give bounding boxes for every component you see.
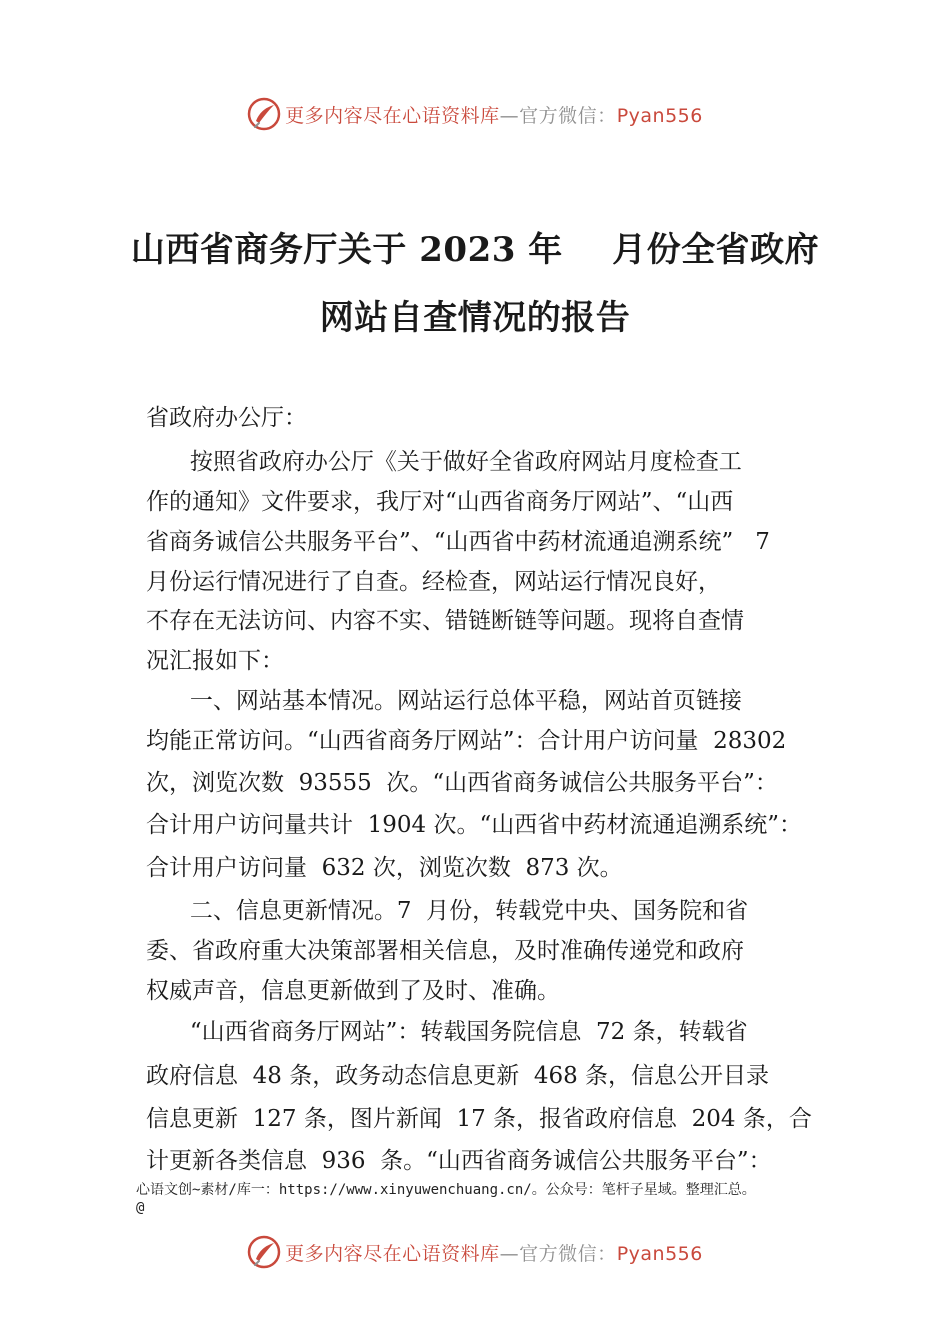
body-line: 不存在无法访问、内容不实、错链断链等问题。现将自查情 <box>146 608 744 634</box>
footer-at-mark: @ <box>136 1200 145 1216</box>
body-line: 委、省政府重大决策部署相关信息，及时准确传递党和政府 <box>146 938 744 964</box>
brush-logo-icon <box>247 97 281 131</box>
banner-text: 更多内容尽在心语资料库—官方微信：Pyan556 <box>285 104 703 127</box>
body-line: 次，浏览次数 93555 次。“山西省商务诚信公共服务平台”： <box>146 770 778 796</box>
salutation: 省政府办公厅： <box>146 405 307 431</box>
body-line: 省商务诚信公共服务平台”、“山西省中药材流通追溯系统” 7 <box>146 529 770 555</box>
body-line: 作的通知》文件要求，我厅对“山西省商务厅网站”、“山西 <box>146 489 734 515</box>
body-line: 权威声音，信息更新做到了及时、准确。 <box>146 978 560 1004</box>
body-line: 计更新各类信息 936 条。“山西省商务诚信公共服务平台”： <box>146 1148 772 1174</box>
body-line: 月份运行情况进行了自查。经检查，网站运行情况良好， <box>146 569 721 595</box>
document-title-line-2: 网站自查情况的报告 <box>319 298 631 338</box>
document-title-line-1: 山西省商务厅关于 2023 年 月份全省政府 <box>130 230 820 270</box>
banner-text: 更多内容尽在心语资料库—官方微信：Pyan556 <box>285 1242 703 1265</box>
body-line: 政府信息 48 条，政务动态信息更新 468 条，信息公开目录 <box>146 1063 770 1089</box>
body-line: 信息更新 127 条，图片新闻 17 条，报省政府信息 204 条，合 <box>146 1106 812 1132</box>
top-watermark-banner <box>0 92 950 136</box>
brush-logo-icon <box>247 1235 281 1269</box>
bottom-watermark-banner <box>0 1230 950 1274</box>
body-line: “山西省商务厅网站”：转载国务院信息 72 条，转载省 <box>146 1019 748 1045</box>
body-line: 合计用户访问量 632 次，浏览次数 873 次。 <box>146 855 623 881</box>
body-line: 二、信息更新情况。7 月份，转载党中央、国务院和省 <box>146 898 749 924</box>
footer-source-note: 心语文创~素材/库一：https://www.xinyuwenchuang.cn/。公众号：笔杆子星域。整理汇总。 <box>136 1182 756 1198</box>
body-line: 均能正常访问。“山西省商务厅网站”：合计用户访问量 28302 <box>146 728 787 754</box>
body-line: 况汇报如下： <box>146 648 284 674</box>
body-line: 一、网站基本情况。网站运行总体平稳，网站首页链接 <box>146 688 742 714</box>
body-line: 合计用户访问量共计 1904 次。“山西省中药材流通追溯系统”： <box>146 812 802 838</box>
body-line: 按照省政府办公厅《关于做好全省政府网站月度检查工 <box>146 449 742 475</box>
